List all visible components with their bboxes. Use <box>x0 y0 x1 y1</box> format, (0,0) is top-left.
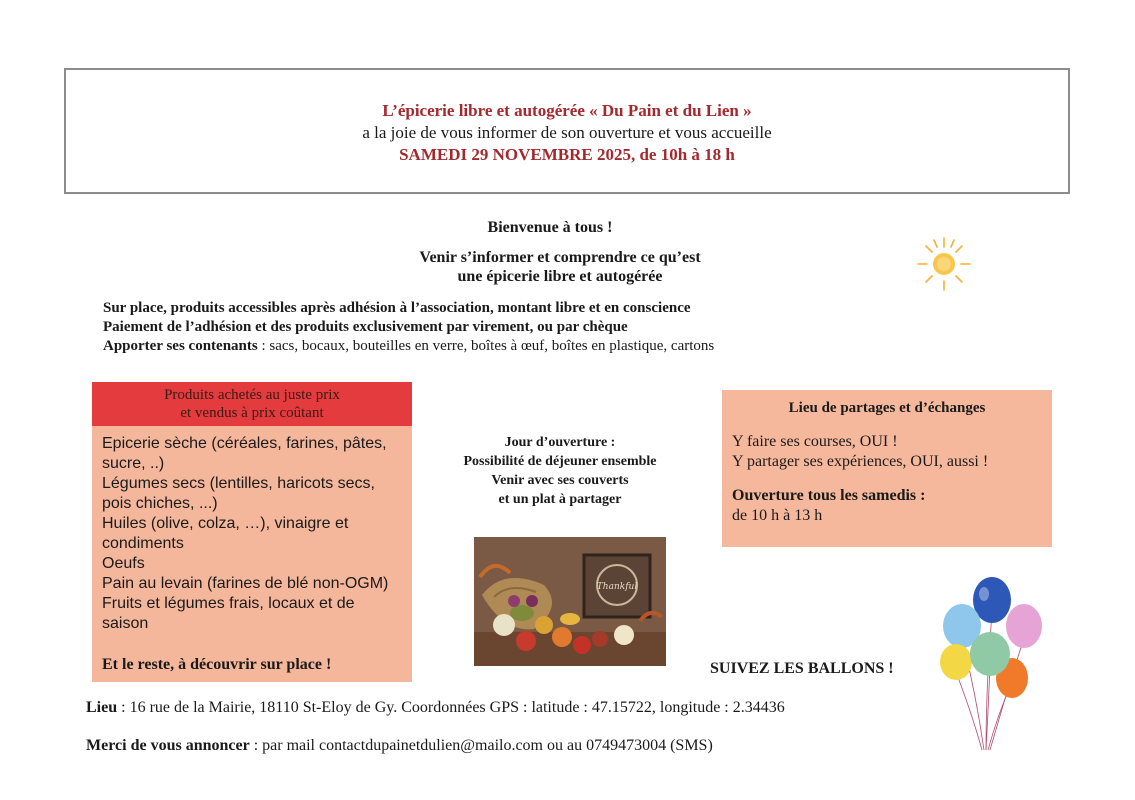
opening-day-line: et un plat à partager <box>498 492 622 507</box>
list-item: saison <box>102 615 149 632</box>
share-box <box>722 390 1052 547</box>
balloons-icon <box>936 574 1048 752</box>
list-item: Huiles (olive, colza, …), vinaigre et <box>102 515 349 532</box>
share-line: Y partager ses expériences, OUI, aussi ! <box>732 453 989 470</box>
share-line: Y faire ses courses, OUI ! <box>732 433 898 450</box>
list-item: Epicerie sèche (céréales, farines, pâtes, <box>102 435 387 452</box>
sign-text: Thankful <box>596 582 638 592</box>
address-line <box>86 699 785 717</box>
list-item: Oeufs <box>102 555 145 572</box>
share-title: Lieu de partages et d’échanges <box>788 400 986 416</box>
intro-line-2: Paiement de l’adhésion et des produits exclusivement par virement, ou par chèque <box>103 319 628 335</box>
follow-balloons-text: SUIVEZ LES BALLONS ! <box>710 660 894 677</box>
header-date: SAMEDI 29 NOVEMBRE 2025, de 10h à 18 h <box>399 145 735 164</box>
contact-text: : par mail contactdupainetdulien@mailo.com ou au 0749473004 (SMS) <box>249 737 713 754</box>
products-list <box>92 426 412 634</box>
list-item: Fruits et légumes frais, locaux et de <box>102 595 355 612</box>
list-item: sucre, ..) <box>102 455 165 472</box>
intro-line-3-label: Apporter ses contenants <box>103 338 258 354</box>
intro-line-1: Sur place, produits accessibles après adhésion à l’association, montant libre et en conscience <box>103 300 691 316</box>
opening-day-line: Possibilité de déjeuner ensemble <box>463 454 657 469</box>
share-opening-title: Ouverture tous les samedis : <box>732 487 926 504</box>
header-subtitle: a la joie de vous informer de son ouverture et vous accueille <box>362 123 772 142</box>
address-text: : 16 rue de la Mairie, 18110 St-Eloy de Gy. Coordonnées GPS : latitude : 47.15722, longitude : 2.34436 <box>117 699 785 716</box>
list-item: condiments <box>102 535 184 552</box>
address-label: Lieu <box>86 699 118 716</box>
products-box <box>92 382 412 682</box>
welcome-heading: Bienvenue à tous ! <box>487 219 613 236</box>
products-header-line-2: et vendus à prix coûtant <box>180 405 324 421</box>
list-item: pois chiches, ...) <box>102 495 218 512</box>
contact-line <box>86 737 713 755</box>
share-opening-hours: de 10 h à 13 h <box>732 507 823 524</box>
products-footer: Et le reste, à découvrir sur place ! <box>102 656 332 673</box>
harvest-photo <box>474 537 666 666</box>
products-header-line-1: Produits achetés au juste prix <box>164 387 340 403</box>
contact-label: Merci de vous annoncer <box>86 737 250 754</box>
intro-line-3-text: : sacs, bocaux, bouteilles en verre, boîtes à œuf, boîtes en plastique, cartons <box>257 338 715 354</box>
list-item: Pain au levain (farines de blé non-OGM) <box>102 575 389 592</box>
products-header <box>92 382 412 426</box>
intro-block <box>103 299 903 356</box>
info-line-1: Venir s’informer et comprendre ce qu’est <box>419 249 701 266</box>
opening-day-line: Venir avec ses couverts <box>491 473 629 488</box>
opening-day-title: Jour d’ouverture : <box>504 435 616 450</box>
opening-day-block <box>440 433 680 509</box>
sun-icon <box>912 234 976 294</box>
header-title: L’épicerie libre et autogérée « Du Pain et du Lien » <box>382 101 752 120</box>
header-box <box>64 68 1070 194</box>
harvest-photo-illustration <box>474 537 666 666</box>
list-item: Légumes secs (lentilles, haricots secs, <box>102 475 375 492</box>
info-line-2: une épicerie libre et autogérée <box>457 268 663 285</box>
